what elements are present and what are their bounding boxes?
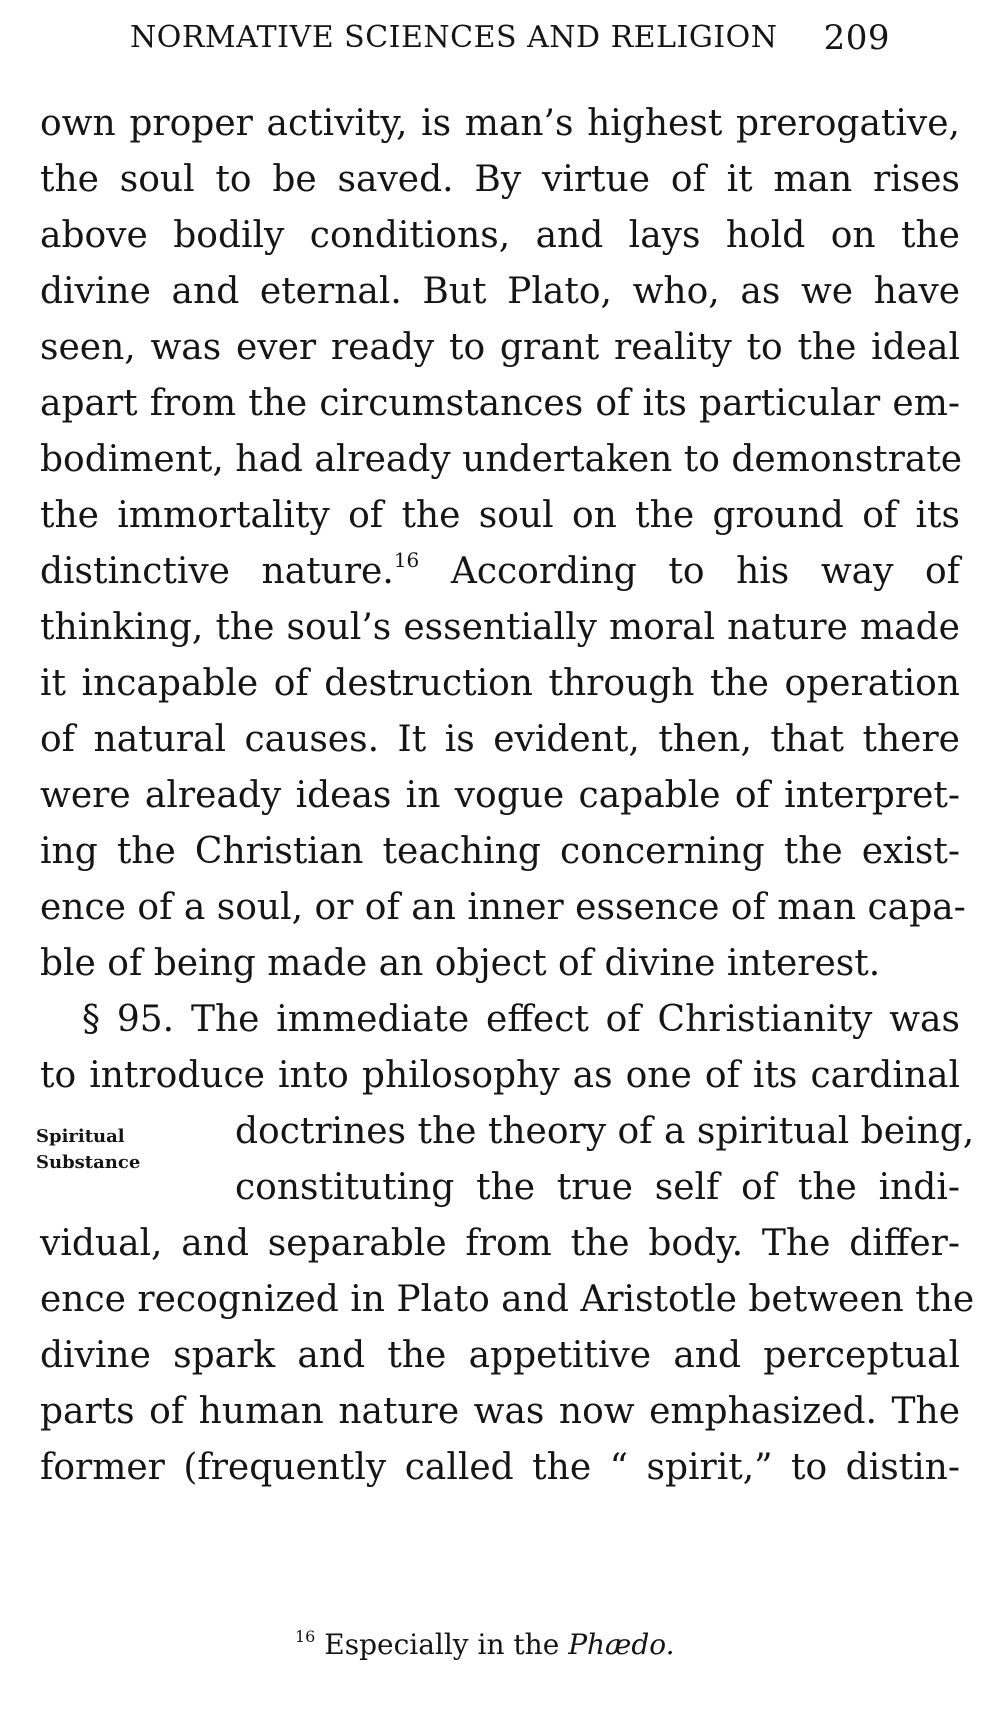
body-line: former (frequently called the “ spirit,” to distin- bbox=[40, 1447, 960, 1488]
body-line: thinking, the soul’s essentially moral nature made bbox=[40, 607, 960, 648]
running-title: NORMATIVE SCIENCES AND RELIGION bbox=[130, 20, 778, 55]
body-line: ble of being made an object of divine interest. bbox=[40, 943, 881, 984]
marginal-note-line: Spiritual bbox=[36, 1126, 125, 1147]
body-line: it incapable of destruction through the operation bbox=[40, 663, 960, 704]
body-line: were already ideas in vogue capable of interpret- bbox=[40, 775, 960, 816]
footnote-text: Especially in the bbox=[324, 1628, 560, 1661]
body-line: doctrines the theory of a spiritual being, bbox=[235, 1111, 975, 1152]
body-text: distinctive nature. bbox=[40, 551, 394, 592]
body-line: of natural causes. It is evident, then, that there bbox=[40, 719, 960, 760]
marginal-note bbox=[36, 1124, 140, 1176]
marginal-note-line: Substance bbox=[36, 1152, 141, 1173]
body-line: constituting the true self of the indi- bbox=[235, 1167, 960, 1208]
body-line: ence of a soul, or of an inner essence of man capa- bbox=[40, 887, 966, 928]
footnote-number: 16 bbox=[295, 1627, 316, 1646]
body-line-with-footnote-ref bbox=[40, 544, 960, 600]
body-line: parts of human nature was now emphasized. The bbox=[40, 1391, 960, 1432]
running-head bbox=[130, 14, 890, 74]
footnote-reference: 16 bbox=[393, 548, 420, 572]
body-line: own proper activity, is man’s highest prerogative, bbox=[40, 103, 960, 144]
body-line: ing the Christian teaching concerning the exist- bbox=[40, 831, 960, 872]
page-number: 209 bbox=[823, 18, 890, 58]
body-line: ence recognized in Plato and Aristotle between the bbox=[40, 1279, 975, 1320]
body-line: divine and eternal. But Plato, who, as we have bbox=[40, 271, 960, 312]
body-line: above bodily conditions, and lays hold on the bbox=[40, 215, 960, 256]
footnote bbox=[295, 1628, 675, 1661]
body-line: divine spark and the appetitive and perceptual bbox=[40, 1335, 960, 1376]
footnote-work-title: Phædo. bbox=[568, 1628, 675, 1661]
body-line: seen, was ever ready to grant reality to the ideal bbox=[40, 327, 960, 368]
body-line: to introduce into philosophy as one of its cardinal bbox=[40, 1055, 960, 1096]
body-line: vidual, and separable from the body. The differ- bbox=[40, 1223, 960, 1264]
body-line: bodiment, had already undertaken to demonstrate bbox=[40, 439, 963, 480]
body-line: the immortality of the soul on the ground of its bbox=[40, 495, 960, 536]
section-line: § 95. The immediate effect of Christianity was bbox=[82, 999, 960, 1040]
body-line: apart from the circumstances of its particular em- bbox=[40, 383, 960, 424]
body-line: the soul to be saved. By virtue of it man rises bbox=[40, 159, 960, 200]
body-text: According to his way of bbox=[450, 551, 960, 592]
